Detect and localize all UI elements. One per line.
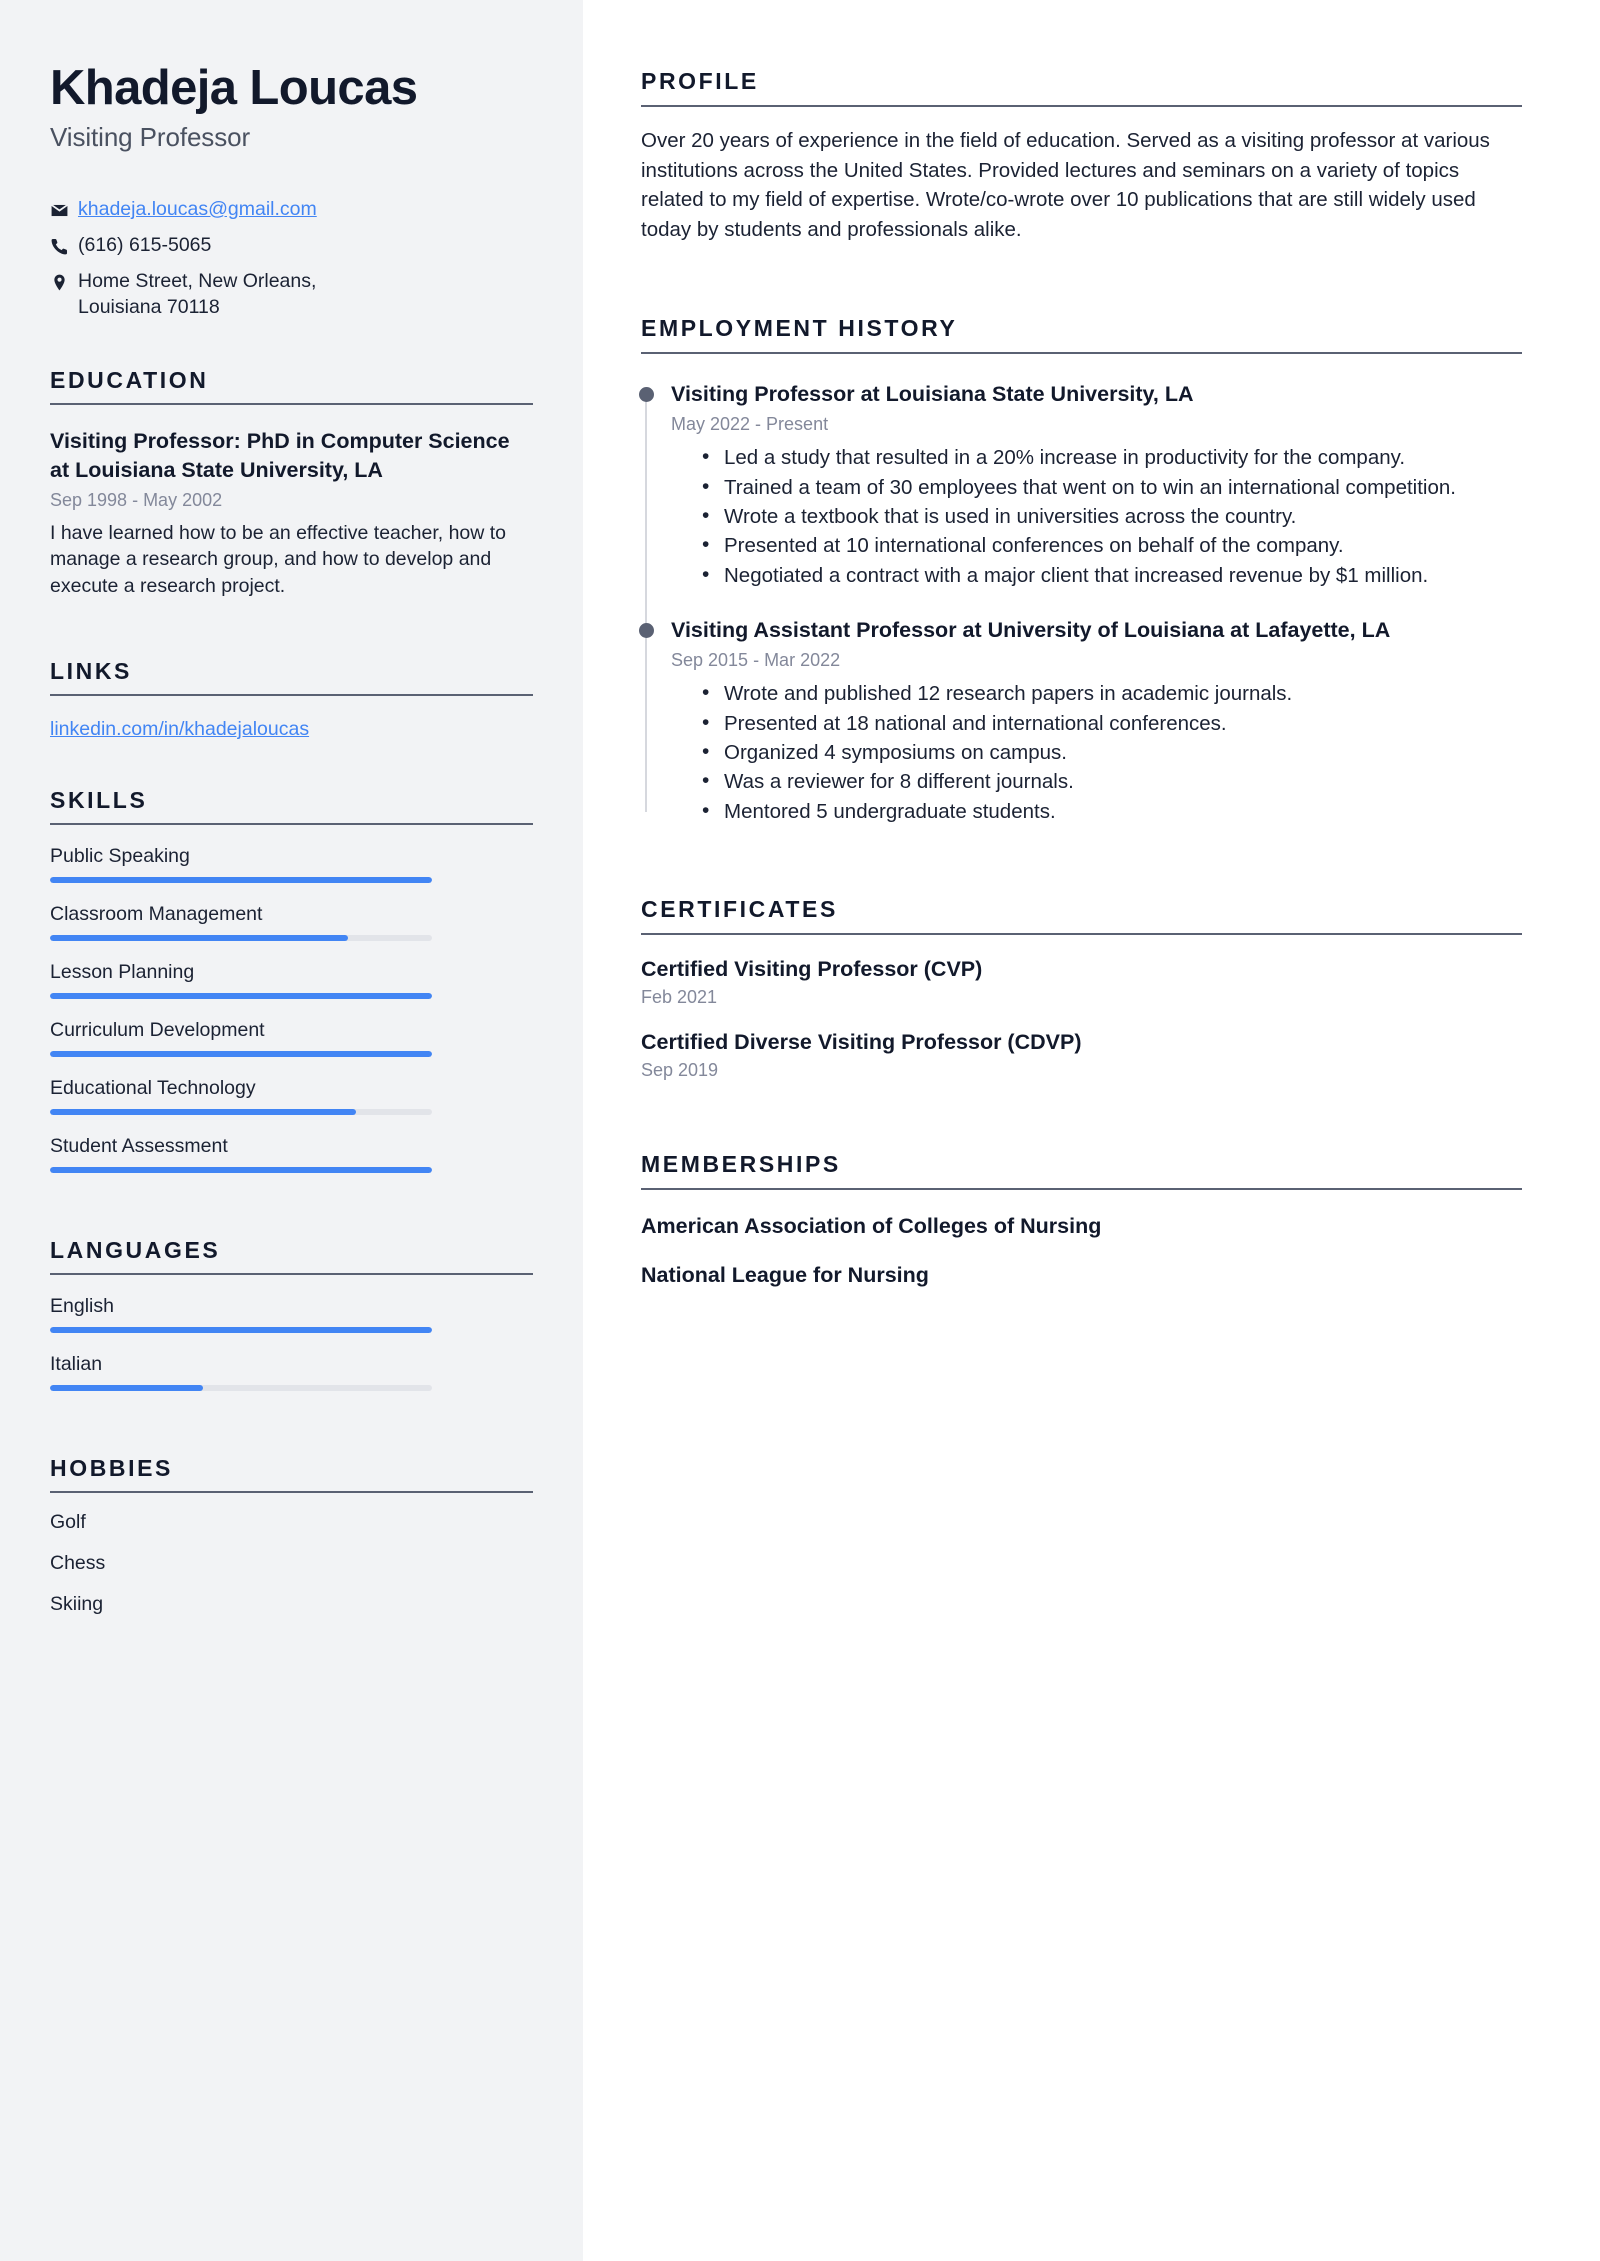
main-column [583,0,1600,2261]
education-divider [50,403,533,405]
membership-item: National League for Nursing [641,1262,929,1287]
sidebar [0,0,583,2261]
skill-label: Classroom Management [50,902,263,925]
hobbies-heading: HOBBIES [50,1454,173,1481]
languages-heading: LANGUAGES [50,1236,221,1263]
hobbies-divider [50,1491,533,1493]
skill-bar-track [50,1109,432,1115]
language-bar-track [50,1385,432,1391]
contact-address-text [78,269,316,321]
timeline-dot-icon [639,387,654,402]
skill-bar-fill [50,1051,432,1057]
education-description: I have learned how to be an effective teacher, how to manage a research group, and how to develop and execute a research project. [50,521,507,598]
skill-label: Educational Technology [50,1076,256,1099]
employment-heading: EMPLOYMENT HISTORY [641,314,958,341]
link-item[interactable] [50,718,533,741]
hobby-item: Chess [50,1551,106,1574]
job-date: Sep 2015 - Mar 2022 [671,650,841,671]
contact-email-text [78,197,317,223]
skill-item [50,845,533,883]
hobbies-section [50,1455,533,1616]
hobby-item: Golf [50,1510,86,1533]
location-pin-icon [50,269,78,292]
skill-bar-track [50,993,432,999]
certificates-heading: CERTIFICATES [641,895,838,922]
candidate-name: Khadeja Loucas [50,61,418,115]
membership-item: American Association of Colleges of Nursing [641,1213,1102,1238]
profile-divider [641,105,1522,107]
employment-divider [641,352,1522,354]
address-line-2: Louisiana 70118 [78,295,220,318]
job-bullet: • Was a reviewer for 8 different journals. [699,768,1522,796]
links-heading: LINKS [50,657,132,684]
contact-block [50,197,533,321]
certificates-divider [641,933,1522,935]
envelope-icon [50,197,78,220]
job-bullet: • Mentored 5 undergraduate students. [699,798,1522,826]
phone-icon [50,233,78,256]
languages-divider [50,1273,533,1275]
skills-heading: SKILLS [50,786,148,813]
certificate-date: Sep 2019 [641,1059,719,1080]
contact-phone-row [50,233,533,259]
language-bar-fill [50,1385,203,1391]
job-bullet: • Presented at 10 international conferences on behalf of the company. [699,532,1522,560]
profile-section [641,68,1522,245]
memberships-section [641,1151,1522,1288]
certificate-name: Certified Visiting Professor (CVP) [641,956,983,981]
education-heading: EDUCATION [50,366,209,393]
candidate-role: Visiting Professor [50,121,251,152]
education-item [50,427,533,600]
skill-label: Public Speaking [50,844,190,867]
language-label: English [50,1294,114,1317]
contact-email-row[interactable] [50,197,533,223]
skill-bar-fill [50,993,432,999]
email-link[interactable]: khadeja.loucas@gmail.com [78,197,317,220]
job-title: Visiting Professor at Louisiana State University, LA [671,381,1194,406]
skill-bar-fill [50,877,432,883]
address-line-1: Home Street, New Orleans, [78,269,317,292]
job-bullet: • Negotiated a contract with a major client that increased revenue by $1 million. [699,562,1522,590]
timeline-dot-icon [639,623,654,638]
contact-address-row [50,269,533,321]
skill-label: Curriculum Development [50,1018,265,1041]
skill-item [50,961,533,999]
certificate-date: Feb 2021 [641,986,718,1007]
education-degree: Visiting Professor: PhD in Computer Science at Louisiana State University, LA [50,428,510,482]
language-label: Italian [50,1352,103,1375]
job-entry [671,616,1522,826]
memberships-heading: MEMBERSHIPS [641,1150,841,1177]
profile-heading: PROFILE [641,68,759,94]
education-section [50,367,533,600]
job-bullet: • Presented at 18 national and international conferences. [699,710,1522,738]
skill-bar-track [50,877,432,883]
job-entry [671,380,1522,590]
language-bar-track [50,1327,432,1333]
skill-bar-track [50,935,432,941]
employment-section [641,315,1522,826]
job-bullet: • Wrote and published 12 research papers in academic journals. [699,680,1522,708]
skill-item [50,1019,533,1057]
skill-item [50,903,533,941]
language-item [50,1353,533,1391]
job-title: Visiting Assistant Professor at University of Louisiana at Lafayette, LA [671,617,1391,642]
job-bullet: • Led a study that resulted in a 20% increase in productivity for the company. [699,444,1522,472]
certificate-name: Certified Diverse Visiting Professor (CDVP) [641,1029,1082,1054]
languages-section [50,1237,533,1391]
language-bar-fill [50,1327,432,1333]
employment-timeline [641,380,1522,826]
skill-bar-track [50,1167,432,1173]
skill-label: Lesson Planning [50,960,195,983]
memberships-divider [641,1188,1522,1190]
skill-label: Student Assessment [50,1134,228,1157]
skill-item [50,1135,533,1173]
job-bullet: • Organized 4 symposiums on campus. [699,739,1522,767]
job-bullet: • Trained a team of 30 employees that went on to win an international competition. [699,474,1522,502]
certificates-section [641,896,1522,1081]
job-bullet: • Wrote a textbook that is used in universities across the country. [699,503,1522,531]
skill-bar-track [50,1051,432,1057]
certificate-item [641,957,1522,1008]
skill-bar-fill [50,1109,356,1115]
skill-item [50,1077,533,1115]
language-item [50,1295,533,1333]
links-section [50,658,533,741]
skill-bar-fill [50,1167,432,1173]
profile-text: Over 20 years of experience in the field of education. Served as a visiting professor at various institutions across the United States. Provided lectures and seminars on a variety of topics related to my field of expertise. Wrote/co-wrote over 10 publications that are still widely used today by students and professionals alike. [641,129,1490,242]
linkedin-link[interactable]: linkedin.com/in/khadejaloucas [50,717,310,740]
job-date: May 2022 - Present [671,414,829,435]
job-bullet-list [671,680,1522,825]
certificate-item [641,1030,1522,1081]
links-divider [50,694,533,696]
contact-phone-text: (616) 615-5065 [78,233,212,256]
education-date: Sep 1998 - May 2002 [50,489,223,510]
job-bullet-list [671,444,1522,589]
skills-section [50,787,533,1173]
skill-bar-fill [50,935,348,941]
skills-divider [50,823,533,825]
hobby-item: Skiing [50,1592,104,1615]
